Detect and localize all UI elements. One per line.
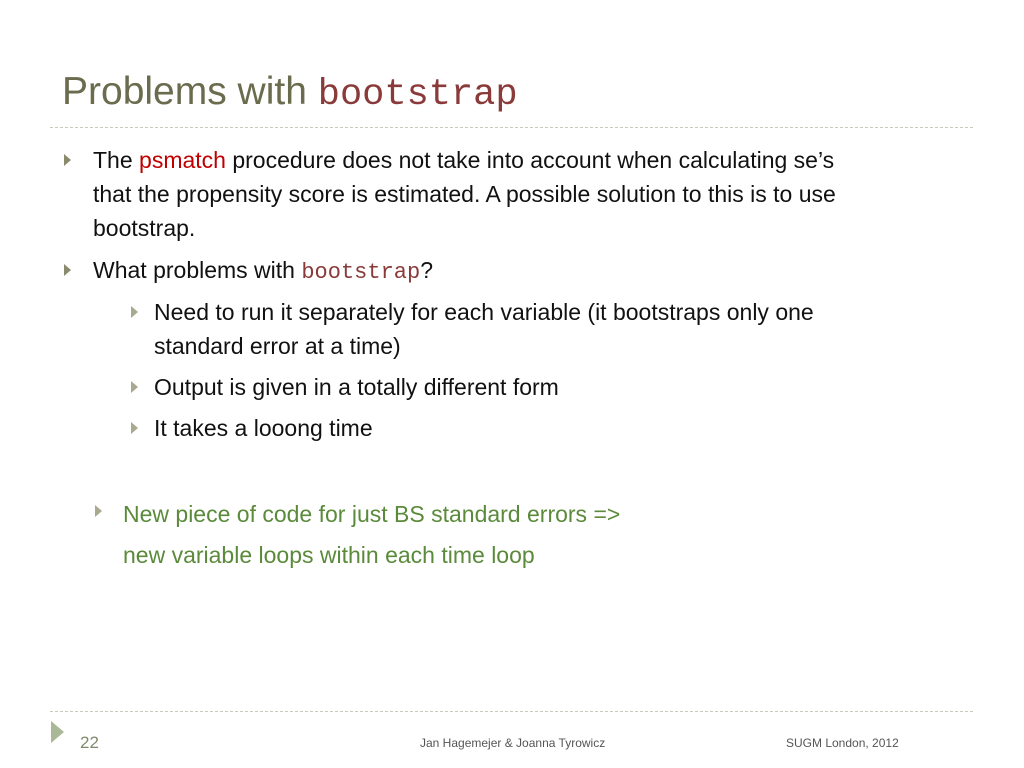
sub-bullet-1-line-1: Need to run it separately for each variable (it bootstraps only one <box>154 299 814 325</box>
bootstrap-code: bootstrap <box>301 260 421 285</box>
bullet-1-line-3: bootstrap. <box>93 215 196 241</box>
bullet-1 <box>93 143 836 245</box>
bullet-1-rest: procedure does not take into account when calculating se’s <box>225 147 835 173</box>
sub-bullet-1-line-2: standard error at a time) <box>154 333 401 359</box>
sub-bullet-arrow-icon <box>131 306 138 318</box>
bullet-3-line-2: new variable loops within each time loop <box>123 542 535 568</box>
bullet-1-pre: The <box>93 147 140 173</box>
bullet-3-line-1: New piece of code for just BS standard errors => <box>123 501 621 527</box>
bullet-2 <box>93 253 433 290</box>
psmatch-keyword: psmatch <box>139 147 226 173</box>
sub-bullet-2: Output is given in a totally different form <box>154 374 559 400</box>
bullet-1-line-1 <box>93 143 836 177</box>
footer-authors: Jan Hagemejer & Joanna Tyrowicz <box>420 736 606 750</box>
footer-triangle-icon <box>51 721 64 743</box>
slide-title-text: Problems with <box>62 70 318 113</box>
bullet-arrow-icon <box>64 264 71 276</box>
sub-bullet-3: It takes a looong time <box>154 415 373 441</box>
footer-divider <box>50 711 973 712</box>
sub-bullet-1 <box>154 295 814 363</box>
bullet-1-line-2: that the propensity score is estimated. A possible solution to this is to use <box>93 181 836 207</box>
page-number: 22 <box>80 733 99 752</box>
slide-title <box>62 70 518 116</box>
sub-bullet-arrow-icon <box>131 422 138 434</box>
slide-title-code: bootstrap <box>317 74 518 116</box>
bullet-arrow-icon <box>95 505 102 517</box>
bullet-arrow-icon <box>64 154 71 166</box>
bullet-2-post: ? <box>420 257 433 283</box>
bullet-3 <box>123 494 620 576</box>
footer-event: SUGM London, 2012 <box>786 736 899 750</box>
bullet-2-pre: What problems with <box>93 257 302 283</box>
sub-bullet-arrow-icon <box>131 381 138 393</box>
title-divider <box>50 127 973 128</box>
